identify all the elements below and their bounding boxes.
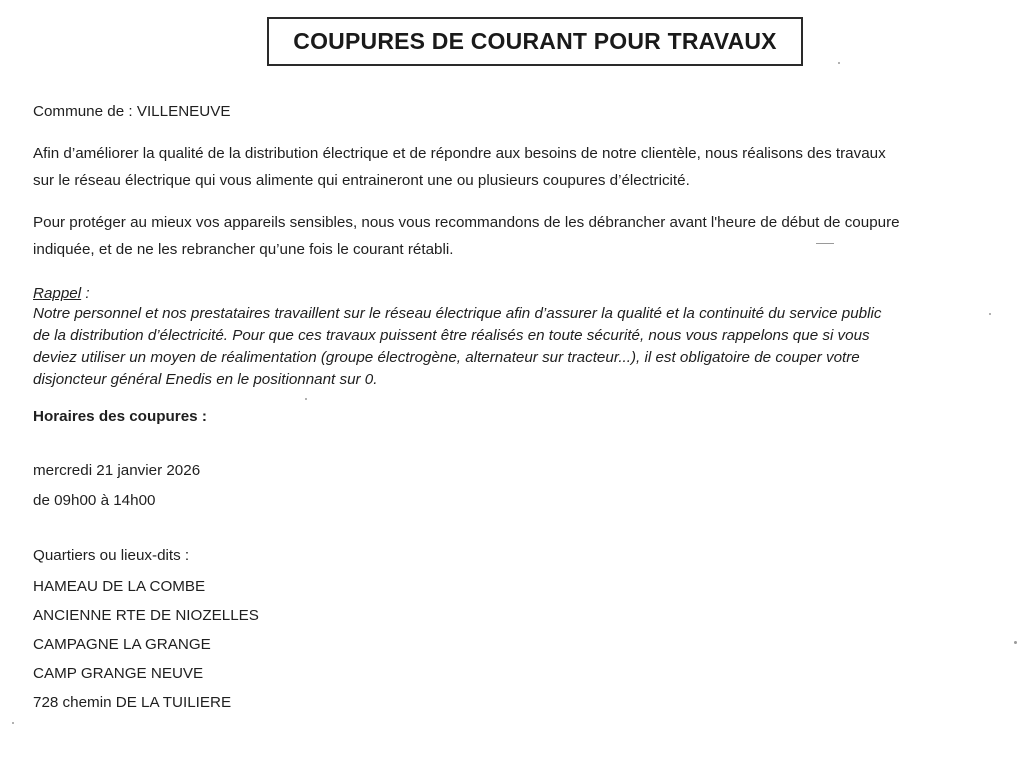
title-box — [267, 17, 803, 66]
scan-speck — [1014, 641, 1017, 644]
outage-time-range: de 09h00 à 14h00 — [33, 492, 156, 509]
location-item: CAMPAGNE LA GRANGE — [33, 636, 211, 653]
intro-paragraph-line-1: Afin d’améliorer la qualité de la distribution électrique et de répondre aux besoins de notre clientèle, nous réalisons des travaux — [33, 145, 886, 162]
rappel-line-2: de la distribution d’électricité. Pour que ces travaux puissent être réalisés en toute sécurité, nous vous rappelons que si vous — [33, 327, 870, 344]
advice-paragraph-line-2: indiquée, et de ne les rebrancher qu’une fois le courant rétabli. — [33, 241, 454, 258]
scan-speck — [838, 62, 840, 64]
intro-paragraph-line-2: sur le réseau électrique qui vous alimente qui entraineront une ou plusieurs coupures d’électricité. — [33, 172, 690, 189]
location-item: HAMEAU DE LA COMBE — [33, 578, 206, 595]
scan-speck — [989, 313, 991, 315]
scan-speck — [816, 243, 834, 244]
rappel-heading — [33, 285, 90, 302]
location-item: 728 chemin DE LA TUILIERE — [33, 694, 232, 711]
rappel-colon: : — [81, 285, 90, 302]
location-item: CAMP GRANGE NEUVE — [33, 665, 204, 682]
page-title: COUPURES DE COURANT POUR TRAVAUX — [293, 28, 777, 54]
commune-line: Commune de : VILLENEUVE — [33, 103, 231, 120]
rappel-line-4: disjoncteur général Enedis en le positionnant sur 0. — [33, 371, 378, 388]
scan-speck — [305, 398, 307, 400]
advice-paragraph-line-1: Pour protéger au mieux vos appareils sensibles, nous vous recommandons de les débrancher avant l'heure de début de coupure — [33, 214, 900, 231]
rappel-label: Rappel — [33, 285, 82, 302]
rappel-line-3: deviez utiliser un moyen de réalimentation (groupe électrogène, alternateur sur tracteur...), il est obligatoire de couper votre — [33, 349, 860, 366]
quartiers-heading: Quartiers ou lieux-dits : — [33, 547, 190, 564]
scan-speck — [12, 722, 14, 724]
outage-date: mercredi 21 janvier 2026 — [33, 462, 201, 479]
rappel-line-1: Notre personnel et nos prestataires travaillent sur le réseau électrique afin d’assurer la qualité et la continuité du service public — [33, 305, 882, 322]
location-item: ANCIENNE RTE DE NIOZELLES — [33, 607, 259, 624]
horaires-heading: Horaires des coupures : — [33, 408, 207, 425]
